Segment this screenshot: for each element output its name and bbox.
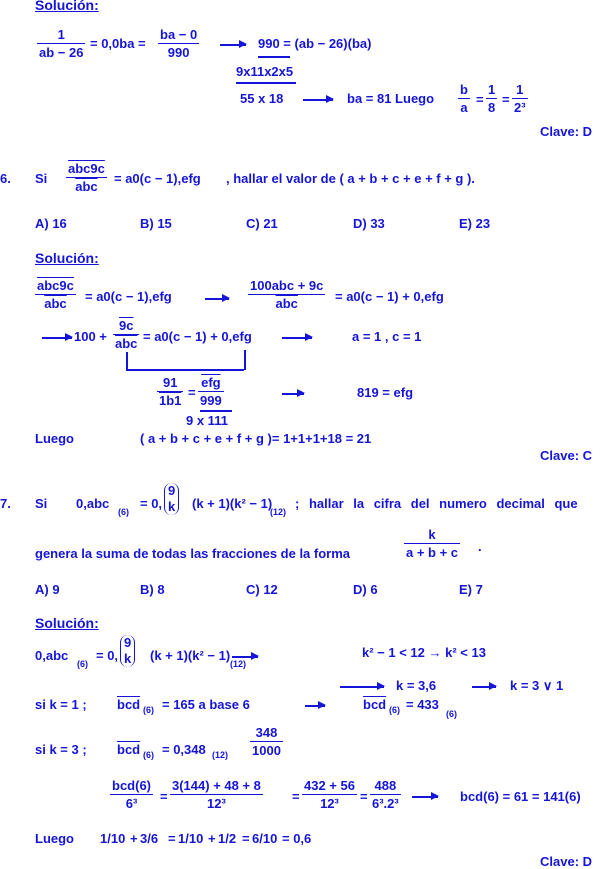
q6-final: ( a + b + c + e + f + g )= 1+1+1+18 = 21 <box>140 431 372 446</box>
plus-sign: + <box>130 831 138 846</box>
q7-k-values: k = 3,6 <box>396 678 437 693</box>
q7-calc-result: bcd(6) = 61 = 141(6) <box>460 789 581 804</box>
q7-sol-binomial: 9 k <box>120 635 135 667</box>
prev-fraction-1: $\frac{1}{ab - 26}$ <box>39 27 84 60</box>
q7-form-fraction: $\frac{k}{a + b + c}$ <box>406 527 459 560</box>
q7-sol-stmt-part3: (k + 1)(k² − 1) <box>150 648 231 663</box>
q6-step3-equation: = a0(c − 1) + 0,efg <box>143 329 252 344</box>
equals-sign: = <box>502 92 510 107</box>
prev-clave: Clave: D <box>540 124 593 139</box>
q7-sol-stmt-part2: = 0, <box>96 648 119 663</box>
arrow-icon <box>472 686 496 688</box>
q7-calc-fraction-1: bcd(6) 6³ <box>112 778 151 811</box>
q7-option-a[interactable]: A) 9 <box>35 582 60 597</box>
connector-line <box>126 369 244 371</box>
q6-number: 6. <box>0 171 11 186</box>
q7-case1-label: si k = 1 ; <box>35 697 87 712</box>
q7-final-term-2: 3/6 <box>140 831 159 846</box>
equals-sign: = <box>476 92 484 107</box>
q6-step1-equation: = a0(c − 1),efg <box>85 289 172 304</box>
q6-solution-heading: Solución: <box>35 250 99 266</box>
q7-case1-sub: (6) <box>143 705 154 715</box>
arrow-icon <box>205 298 229 300</box>
prev-result: ba = 81 Luego <box>347 91 435 106</box>
prev-factor: 9x11x2x5 <box>236 64 294 79</box>
plus-sign: + <box>208 831 216 846</box>
prev-solution-heading: Solución: <box>35 0 99 13</box>
q7-case1-result: = 433 <box>406 697 439 712</box>
arrow-icon <box>282 337 312 339</box>
equals-sign: = <box>292 789 300 804</box>
q7-case1-result-sub: (6) <box>446 709 457 719</box>
q7-stmt-part2: = 0, <box>140 496 163 511</box>
arrow-icon <box>232 656 258 658</box>
q7-sol-stmt-part1: 0,abc <box>35 648 69 663</box>
q7-case3-bcd: $\overline{bcd}$ <box>117 742 141 757</box>
q6-step4-result: 819 = efg <box>357 385 414 400</box>
arrow-icon <box>303 99 333 101</box>
q7-si: Si <box>35 496 48 511</box>
equals-sign: = <box>188 385 196 400</box>
q7-case1-value: = 165 a base 6 <box>162 697 250 712</box>
q7-option-e[interactable]: E) 7 <box>459 582 483 597</box>
q7-final-term-1: 1/10 <box>100 831 126 846</box>
prev-equation-1: = 0,0ba = <box>90 36 146 51</box>
q7-case3-fraction: $\frac{348}{1000}$ <box>252 725 281 758</box>
q7-ineq: k² − 1 < 12 → k² < 13 <box>362 645 486 660</box>
equals-sign: = <box>168 831 176 846</box>
q6-clave: Clave: C <box>540 448 593 463</box>
q6-step3-prefix: 100 + <box>74 329 107 344</box>
connector-line <box>126 352 128 370</box>
prev-product: 55 x 18 <box>240 91 284 106</box>
q7-case1-sub-2: (6) <box>389 705 400 715</box>
q6-step4-fraction-2: $\overline{efg}$ 999 <box>200 375 222 408</box>
connector-line <box>244 350 246 370</box>
prev-fraction-2: $\frac{ba - 0}{990}$ <box>160 27 198 60</box>
q6-step4-fraction: $\frac{91}{1b1}$ <box>159 375 182 408</box>
q7-case3-sub: (6) <box>143 750 154 760</box>
q7-question: ; hallar la cifra del numero decimal que <box>295 496 578 511</box>
q7-clave: Clave: D <box>540 854 593 869</box>
q7-stmt-part1: 0,abc <box>76 496 110 511</box>
q7-option-d[interactable]: D) 6 <box>353 582 378 597</box>
q6-step3-fraction: 9c $\overline{abc}$ <box>115 318 138 351</box>
arrow-icon <box>305 705 325 707</box>
q7-number: 7. <box>0 496 11 511</box>
q6-option-c[interactable]: C) 21 <box>246 216 278 231</box>
q7-stmt-part3: (k + 1)(k² − 1) <box>192 496 273 511</box>
q7-k-result: k = 3 ∨ 1 <box>510 678 564 693</box>
q6-si: Si <box>35 171 48 186</box>
q7-option-c[interactable]: C) 12 <box>246 582 278 597</box>
arrow-icon <box>42 337 72 339</box>
q7-final-term-4: 1/2 <box>218 831 237 846</box>
q7-final-tail: = 0,6 <box>282 831 312 846</box>
q7-dot: . <box>478 539 482 554</box>
brace-icon <box>236 82 296 84</box>
q6-step4-factor: 9 x 111 <box>186 413 228 428</box>
q6-option-d[interactable]: D) 33 <box>353 216 385 231</box>
arrow-icon <box>220 44 246 46</box>
q7-luego: Luego <box>35 831 74 846</box>
q7-case1-bcd: $\overline{bcd}$ <box>117 697 141 712</box>
q7-calc-fraction-4: $\frac{488}{\text{6³.2³}}$ <box>372 778 399 811</box>
q7-sol-sub12: (12) <box>230 659 247 669</box>
q6-option-a[interactable]: A) 16 <box>35 216 67 231</box>
q6-fraction: abc9c $\overline{abc}$ <box>68 161 105 194</box>
q6-step2-fraction: 100abc + 9c $\overline{abc}$ <box>250 278 324 311</box>
q7-option-b[interactable]: B) 8 <box>140 582 165 597</box>
q6-question: , hallar el valor de ( a + b + c + e + f + g ). <box>226 171 475 186</box>
q7-case3-value: = 0,348 <box>162 742 206 757</box>
equals-sign: = <box>360 789 368 804</box>
q7-sub12: (12) <box>270 507 287 517</box>
prev-fraction-5: $\frac{1}{\text{2³}}$ <box>514 82 526 115</box>
q7-case3-sub12: (12) <box>212 750 229 760</box>
brace-icon <box>258 56 290 58</box>
brace-icon <box>200 410 232 412</box>
prev-fraction-3: $\frac{b}{a}$ <box>460 82 468 115</box>
q7-final-term-5: 6/10 <box>252 831 278 846</box>
q6-luego: Luego <box>35 431 74 446</box>
arrow-icon <box>282 393 304 395</box>
equals-sign: = <box>160 789 168 804</box>
q7-sol-sub6: (6) <box>77 659 88 669</box>
q6-equation: = a0(c − 1),efg <box>114 171 201 186</box>
arrow-icon <box>340 686 384 688</box>
q6-step2-equation: = a0(c − 1) + 0,efg <box>335 289 444 304</box>
q6-option-e[interactable]: E) 23 <box>459 216 491 231</box>
q7-question-line2: genera la suma de todas las fracciones de la forma <box>35 546 351 561</box>
arrow-icon <box>412 796 438 798</box>
q7-case3-label: si k = 3 ; <box>35 742 87 757</box>
q7-calc-fraction-2: $\frac{3(144) + 48 + 8}{\text{12³}}$ <box>172 778 261 811</box>
equals-sign: = <box>242 831 250 846</box>
q7-calc-fraction-3: $\frac{432 + 56}{\text{12³}}$ <box>304 778 355 811</box>
q7-binomial: 9 k <box>164 483 179 515</box>
q6-option-b[interactable]: B) 15 <box>140 216 172 231</box>
q7-case1-bcd-2: $\overline{bcd}$ <box>363 697 387 712</box>
q7-solution-heading: Solución: <box>35 615 99 631</box>
q7-sub6: (6) <box>118 507 129 517</box>
q6-step3-result: a = 1 , c = 1 <box>352 329 422 344</box>
prev-fraction-4: $\frac{1}{8}$ <box>488 82 496 115</box>
prev-equation-2: 990 = (ab − 26)(ba) <box>258 36 372 51</box>
q6-step1-fraction: abc9c $\overline{abc}$ <box>37 278 74 311</box>
q7-final-term-3: 1/10 <box>178 831 204 846</box>
